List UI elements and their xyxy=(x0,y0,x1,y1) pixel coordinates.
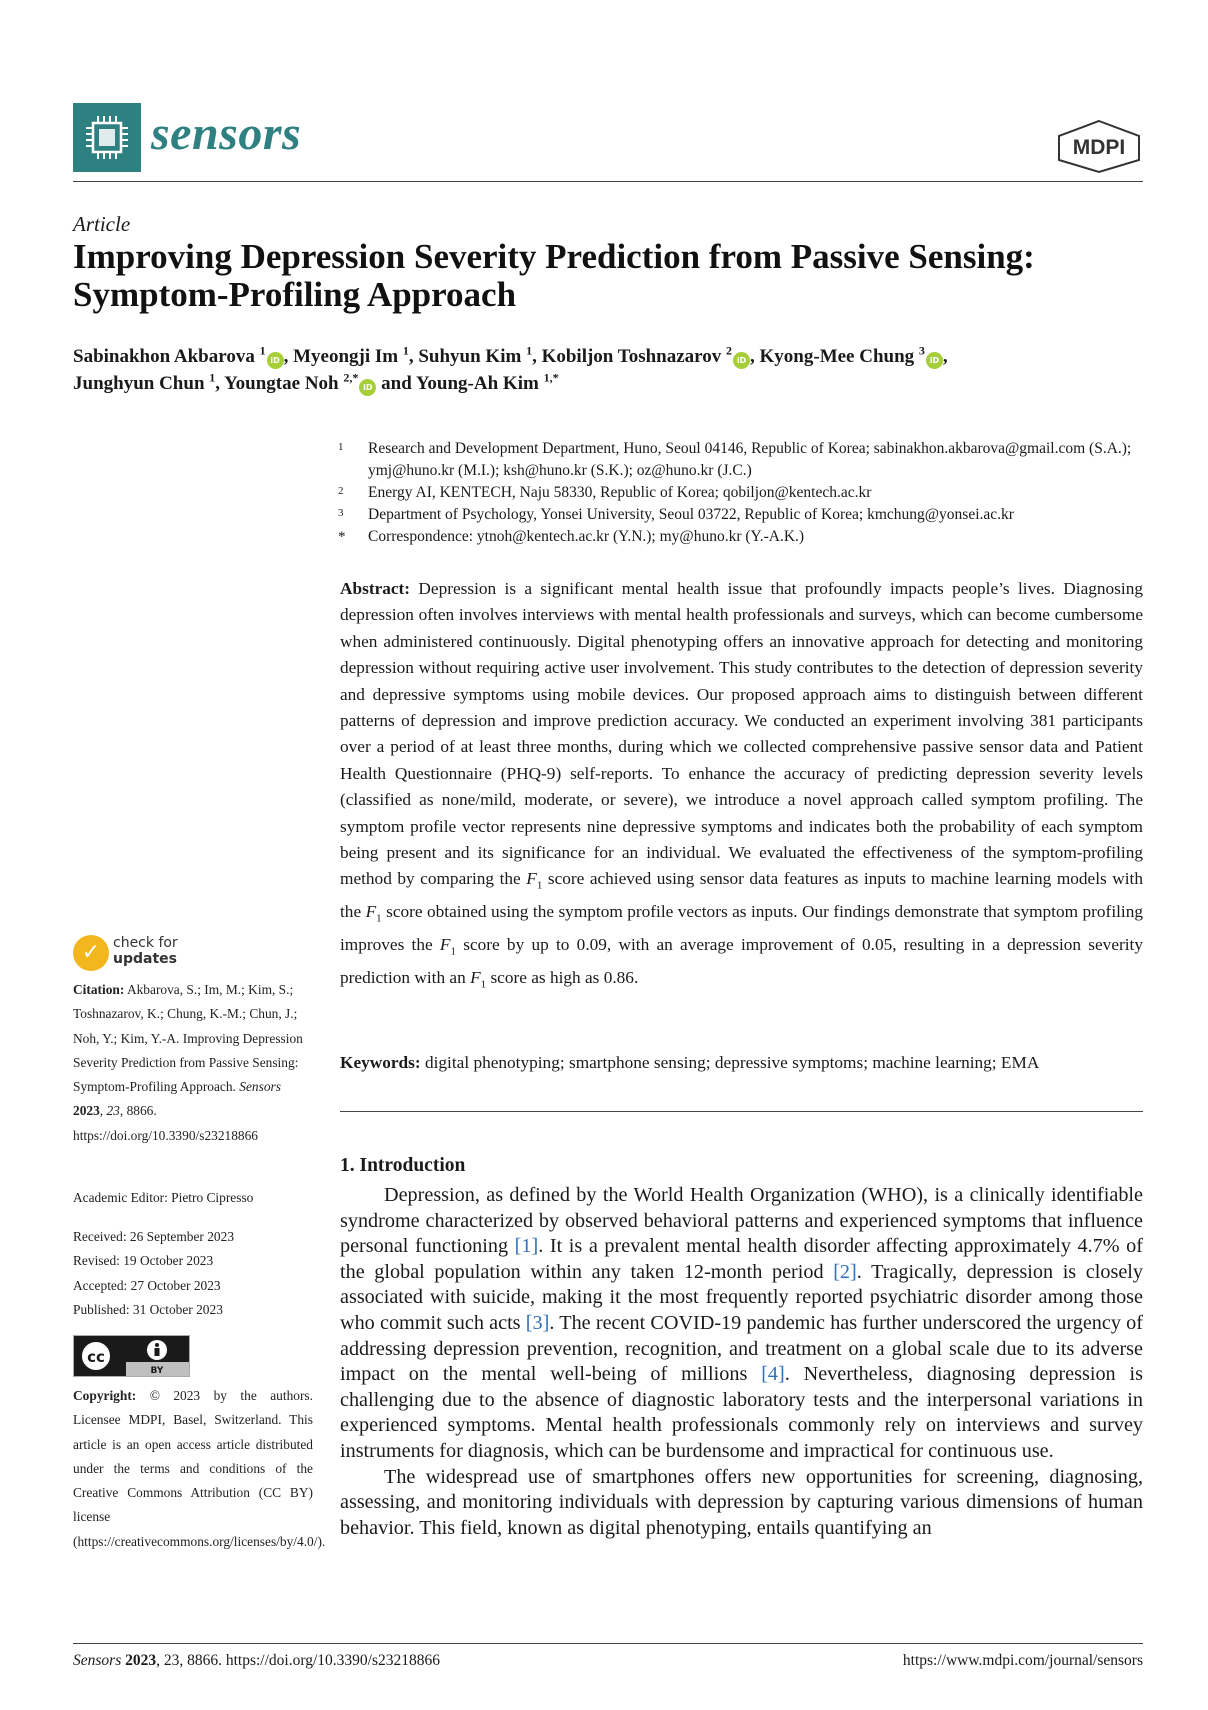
citation: Citation: Akbarova, S.; Im, M.; Kim, S.; Toshnazarov, K.; Chung, K.-M.; Chun, J.; Noh, Y.; Kim, Y.-A. Improving Depression Severity Prediction from Passive Sensing: Symptom-Profiling Approach. Sensors 2023, 23, 8866. https://doi.org/10.3390/s23218866 xyxy=(73,982,303,1143)
footer-journal-url[interactable]: https://www.mdpi.com/journal/sensors xyxy=(902,1652,1143,1669)
author-affiliation-mark: 2,* xyxy=(343,370,359,385)
citation-volume: 23 xyxy=(106,1103,120,1119)
author-name: Junghyun Chun xyxy=(73,373,210,394)
publication-dates xyxy=(73,1225,313,1322)
publisher-name: MDPI xyxy=(1072,136,1126,159)
cc-by-license-icon[interactable] xyxy=(73,1335,190,1377)
publisher-logo-icon xyxy=(1054,118,1144,174)
footer-journal: Sensors xyxy=(73,1652,122,1669)
paragraph xyxy=(340,1183,1143,1465)
paragraph-text: . The recent COVID-19 pandemic has further underscored the urgency of addressing depression prevention, recognition, and treatment on a global scale due to its adverse impact on the mental well-being of millions xyxy=(340,1311,1143,1386)
copyright-text: © 2023 by the authors. Licensee MDPI, Basel, Switzerland. This article is an open access article distributed under the terms and conditions of the Creative Commons Attribution (CC BY) license (https://creativecommons.org/licenses/by/4.0/). xyxy=(73,1388,326,1549)
citation-link[interactable]: [1] xyxy=(514,1235,539,1258)
author-affiliation-mark: 2 xyxy=(726,343,733,358)
check-for-updates-button[interactable] xyxy=(73,935,253,981)
orcid-icon[interactable]: iD xyxy=(359,379,376,396)
author-separator: , xyxy=(408,346,419,367)
author-affiliation-mark: 1,* xyxy=(543,370,559,385)
citation-link[interactable]: [2] xyxy=(833,1260,857,1283)
journal-logo-icon xyxy=(73,103,141,172)
author-name: Sabinakhon Akbarova xyxy=(73,346,260,367)
author-affiliation-mark: 1 xyxy=(209,370,216,385)
copyright-notice xyxy=(73,1384,326,1554)
affiliation-item xyxy=(338,438,1143,482)
keywords xyxy=(340,1050,1143,1076)
keywords-text: digital phenotyping; smartphone sensing; depressive symptoms; machine learning; EMA xyxy=(424,1053,1040,1072)
citation-link[interactable]: [4] xyxy=(761,1363,785,1386)
check-updates-line2: updates xyxy=(113,951,177,967)
date-item: Accepted: 27 October 2023 xyxy=(73,1277,221,1293)
author-separator: , xyxy=(750,346,760,367)
affiliation-text: Research and Development Department, Huno, Seoul 04146, Republic of Korea; sabinakhon.akbarova@gmail.com (S.A.); ymj@huno.kr (M.I.); ksh@huno.kr (S.K.); oz@huno.kr (J.C.) xyxy=(368,440,1132,479)
author-separator: , xyxy=(532,346,542,367)
abstract-divider xyxy=(340,1111,1143,1112)
citation-journal: Sensors xyxy=(239,1079,281,1095)
author-separator: and xyxy=(376,373,416,394)
affiliation-text: Department of Psychology, Yonsei University, Seoul 03722, Republic of Korea; kmchung@yonsei.ac.kr xyxy=(368,506,1014,523)
paragraph-text: . It is a prevalent mental health disorder affecting approximately 4.7% of the global population within any taken 12-month period xyxy=(340,1235,1143,1283)
orcid-icon[interactable]: iD xyxy=(926,352,943,369)
check-updates-line1: check for xyxy=(113,935,178,951)
citation-doi[interactable]: , 8866. https://doi.org/10.3390/s23218866 xyxy=(73,1103,259,1143)
citation-link[interactable]: [3] xyxy=(525,1311,550,1334)
citation-text: Akbarova, S.; Im, M.; Kim, S.; Toshnazarov, K.; Chung, K.-M.; Chun, J.; Noh, Y.; Kim, Y.-A. Improving Depression Severity Prediction from Passive Sensing: Symptom-Profiling Approach. xyxy=(73,982,303,1095)
citation-label: Citation: xyxy=(73,982,125,997)
author-name: Kyong-Mee Chung xyxy=(759,346,919,367)
cc-by-label: BY xyxy=(150,1366,164,1376)
affiliation-item xyxy=(338,504,1143,526)
abstract-label: Abstract: xyxy=(340,579,411,598)
citation-year: 2023 xyxy=(73,1103,100,1119)
author-affiliation-mark: 1 xyxy=(526,343,533,358)
author-separator: , xyxy=(942,346,948,367)
author-name: Kobiljon Toshnazarov xyxy=(541,346,727,367)
paragraph-text: . Tragically, depression is closely associated with suicide, making it the most frequently reported psychiatric disorder among those who commit such acts xyxy=(340,1260,1143,1334)
keywords-label: Keywords: xyxy=(340,1053,421,1072)
affiliation-mark: * xyxy=(338,529,346,545)
check-icon: ✓ xyxy=(73,935,109,971)
footer-citation xyxy=(73,1651,440,1671)
journal-name: sensors xyxy=(151,107,302,160)
author-affiliation-mark: 3 xyxy=(918,343,925,358)
paragraph-text: . Nevertheless, diagnosing depression is challenging due to the absence of diagnostic laboratory tests and the interpersonal variations in experienced symptoms. Mental health professionals commonly rely on interviews and survey instruments for diagnosis, which can be burdensome and impractical for continuous use. xyxy=(340,1363,1143,1462)
affiliation-mark: 1 xyxy=(338,441,344,453)
author-name: Youngtae Noh xyxy=(224,373,344,394)
author-name: Suhyun Kim xyxy=(418,346,527,367)
affiliations xyxy=(338,438,1143,548)
author-name: Myeongji Im xyxy=(293,346,403,367)
section-heading-introduction: 1. Introduction xyxy=(340,1155,466,1176)
author-name: Young-Ah Kim xyxy=(415,373,544,394)
affiliation-text: Energy AI, KENTECH, Naju 58330, Republic of Korea; qobiljon@kentech.ac.kr xyxy=(368,484,872,501)
copyright-label: Copyright: xyxy=(73,1388,137,1403)
date-item: Revised: 19 October 2023 xyxy=(73,1253,214,1269)
affiliation-mark: 3 xyxy=(338,507,344,519)
date-item: Published: 31 October 2023 xyxy=(73,1301,223,1317)
author-list xyxy=(73,343,1143,397)
svg-text:cc: cc xyxy=(87,1348,105,1366)
affiliation-text: Correspondence: ytnoh@kentech.ac.kr (Y.N.); my@huno.kr (Y.-A.K.) xyxy=(368,528,805,545)
footer-year: 2023 xyxy=(125,1652,157,1669)
author-affiliation-mark: 1 xyxy=(259,343,266,358)
affiliation-item xyxy=(338,526,1143,548)
abstract-text: Depression is a significant mental health issue that profoundly impacts people’s lives. Diagnosing depression often involves interviews with mental health professionals and surveys, which can become cumbersome when administered continuously. Digital phenotyping offers an innovative approach for detecting and monitoring depression without requiring active user involvement. This study contributes to the detection of depression severity and depressive symptoms using mobile devices. Our proposed approach aims to distinguish between different patterns of depression and improve prediction accuracy. We conducted an experiment involving 381 participants over a period of at least three months, during which we collected comprehensive passive sensor data and Patient Health Questionnaire (PHQ-9) self-reports. To enhance the accuracy of predicting depression severity levels (classified as none/mild, moderate, or severe), we introduce a novel approach called symptom profiling. The symptom profile vector represents nine depressive symptoms and indicates both the probability of each symptom being present and its significance for an individual. We evaluated the effectiveness of the symptom-profiling method by comparing the $F_1$ score achieved using sensor data features as inputs to machine learning models with the $F_1$ score obtained using the symptom profile vectors as inputs. Our findings demonstrate that symptom profiling improves the $F_1$ score by up to 0.09, with an average improvement of 0.05, resulting in a depression severity prediction with an $F_1$ score as high as 0.86. xyxy=(340,579,1144,991)
paragraph-text: Depression, as defined by the World Health Organization (WHO), is a clinically identifiable syndrome characterized by observed behavioral patterns and experienced symptoms that influence personal functioning xyxy=(340,1184,1143,1258)
introduction-body xyxy=(340,1183,1143,1541)
orcid-icon[interactable]: iD xyxy=(733,352,750,369)
abstract xyxy=(340,576,1143,998)
article-title: Improving Depression Severity Prediction from Passive Sensing: Symptom-Profiling Approach xyxy=(73,237,1035,314)
academic-editor: Academic Editor: Pietro Cipresso xyxy=(73,1190,254,1205)
author-separator: , xyxy=(215,373,225,394)
date-item: Received: 26 September 2023 xyxy=(73,1229,235,1244)
footer-doi[interactable]: , 23, 8866. https://doi.org/10.3390/s23218866 xyxy=(156,1652,441,1669)
affiliation-item xyxy=(338,482,1143,504)
affiliation-mark: 2 xyxy=(338,485,344,497)
author-affiliation-mark: 1 xyxy=(402,343,409,358)
author-separator: , xyxy=(283,346,294,367)
orcid-icon[interactable]: iD xyxy=(267,352,284,369)
paragraph: The widespread use of smartphones offers new opportunities for screening, diagnosing, assessing, and monitoring individuals with depression by capturing various dimensions of human behavior. This field, known as digital phenotyping, entails quantifying an xyxy=(340,1465,1143,1539)
header-divider xyxy=(73,181,1143,182)
article-type: Article xyxy=(73,212,131,236)
footer-divider xyxy=(73,1643,1143,1644)
